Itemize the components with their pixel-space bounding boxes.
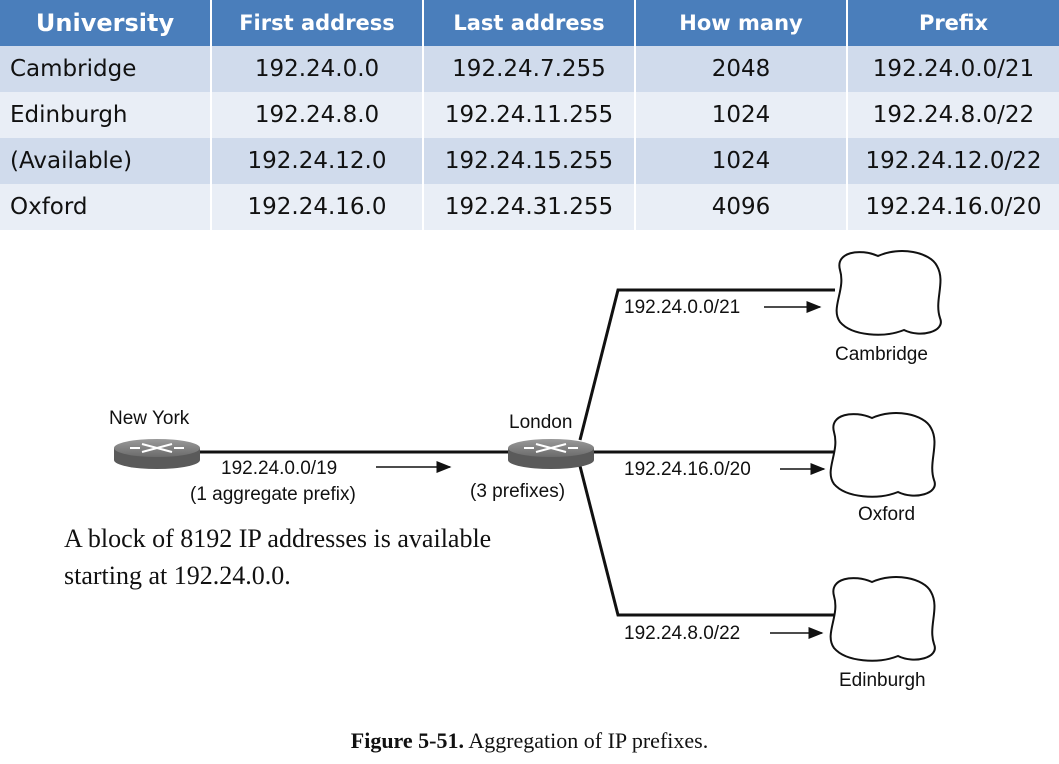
cell-how-many: 1024: [635, 138, 847, 184]
figure-caption: [0, 728, 1059, 754]
router-icon: [114, 439, 200, 469]
router-label-london: London: [509, 412, 573, 433]
table-row: [0, 92, 1059, 138]
router-icon: [508, 439, 594, 469]
cloud-icon: [831, 413, 935, 497]
address-block-note-line-2: starting at 192.24.0.0.: [64, 561, 291, 590]
address-block-note-line-1: A block of 8192 IP addresses is available: [64, 524, 492, 553]
cell-prefix: 192.24.16.0/20: [847, 184, 1059, 230]
cell-first-address: 192.24.8.0: [211, 92, 423, 138]
cell-last-address: 192.24.7.255: [423, 46, 635, 92]
cell-university: Cambridge: [0, 46, 211, 92]
aggregation-diagram: [0, 236, 1059, 716]
network-label-cambridge: Cambridge: [835, 344, 928, 365]
network-label-oxford: Oxford: [858, 504, 916, 525]
figure-caption-text: Aggregation of IP prefixes.: [468, 728, 709, 753]
cell-how-many: 1024: [635, 92, 847, 138]
cell-university: Oxford: [0, 184, 211, 230]
cell-last-address: 192.24.11.255: [423, 92, 635, 138]
cambridge-prefix-label: 192.24.0.0/21: [624, 297, 741, 318]
cell-last-address: 192.24.15.255: [423, 138, 635, 184]
cell-university: Edinburgh: [0, 92, 211, 138]
cell-last-address: 192.24.31.255: [423, 184, 635, 230]
cell-how-many: 4096: [635, 184, 847, 230]
oxford-prefix-label: 192.24.16.0/20: [624, 459, 751, 480]
cell-prefix: 192.24.8.0/22: [847, 92, 1059, 138]
cell-first-address: 192.24.16.0: [211, 184, 423, 230]
table-row: [0, 184, 1059, 230]
column-header-first-address: First address: [211, 0, 423, 46]
cell-university: (Available): [0, 138, 211, 184]
column-header-last-address: Last address: [423, 0, 635, 46]
table-header-row: [0, 0, 1059, 46]
cell-first-address: 192.24.0.0: [211, 46, 423, 92]
aggregate-prefix-label: 192.24.0.0/19: [221, 458, 338, 479]
cell-prefix: 192.24.12.0/22: [847, 138, 1059, 184]
link-london-edinburgh: [580, 466, 835, 615]
column-header-prefix: Prefix: [847, 0, 1059, 46]
figure-caption-label: Figure 5-51.: [350, 728, 465, 753]
router-label-new-york: New York: [109, 408, 190, 429]
cell-first-address: 192.24.12.0: [211, 138, 423, 184]
cell-prefix: 192.24.0.0/21: [847, 46, 1059, 92]
london-prefix-count: (3 prefixes): [470, 481, 566, 502]
cloud-icon: [831, 577, 935, 661]
network-label-edinburgh: Edinburgh: [839, 670, 926, 691]
address-allocation-table: [0, 0, 1059, 230]
table-row: [0, 46, 1059, 92]
aggregate-prefix-note: (1 aggregate prefix): [190, 484, 356, 505]
cloud-icon: [837, 251, 941, 335]
column-header-how-many: How many: [635, 0, 847, 46]
cell-how-many: 2048: [635, 46, 847, 92]
edinburgh-prefix-label: 192.24.8.0/22: [624, 623, 741, 644]
table-row: [0, 138, 1059, 184]
column-header-university: University: [0, 0, 211, 46]
